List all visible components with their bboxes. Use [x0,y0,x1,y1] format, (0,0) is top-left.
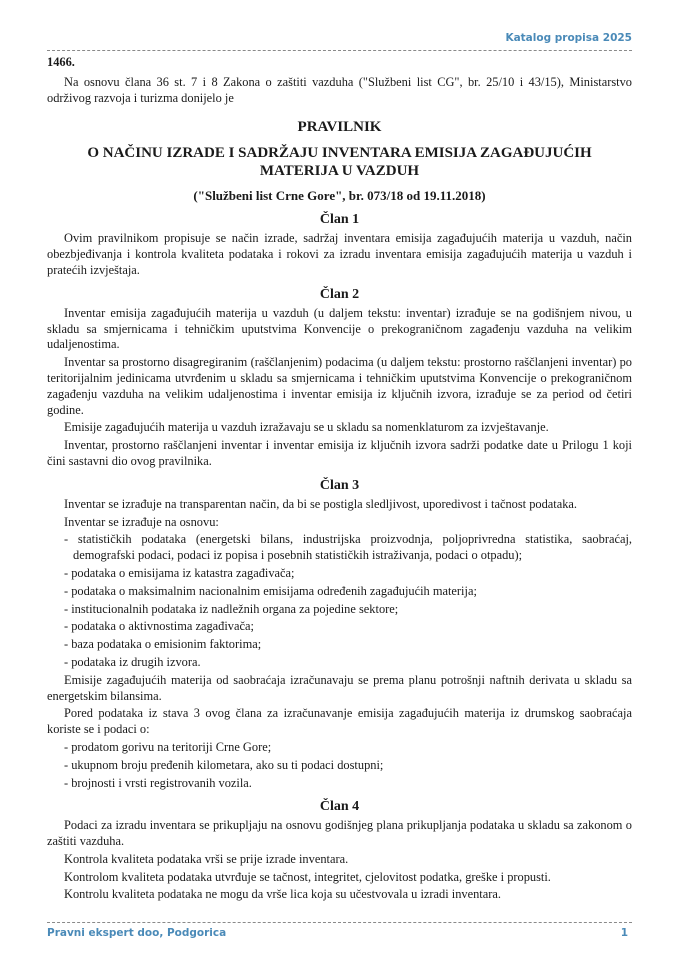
article-paragraph: Inventar emisija zagađujućih materija u vazduh (u daljem tekstu: inventar) izrađuje se na godišnjem nivou, u skladu sa smjernicama i tehničkim uputstvima Konvencije o prekograničnom zagađenju vazduha na velikim udaljenostima. [47,305,632,352]
gazette-reference: ("Službeni list Crne Gore", br. 073/18 od 19.11.2018) [193,188,486,204]
article-paragraph: Inventar se izrađuje na transparentan način, da bi se postigla sledljivost, uporedivost i tačnost podataka. [64,496,578,511]
article-paragraph: Kontrola kvaliteta podataka vrši se prije izrade inventara. [64,851,349,866]
article-paragraph: Podaci za izradu inventara se prikupljaju na osnovu godišnjeg plana prikupljanja podataka u skladu sa zakonom o zaštiti vazduha. [47,818,632,849]
footer-divider [47,921,632,923]
list-item: - podataka o emisijama iz katastra zagađivača; [64,565,295,580]
list-item: - statističkih podataka (energetski bilans, industrijska proizvodnja, poljoprivredna statistika, saobraćaj, demografski podaci, podaci iz popisa i posebnih statističkih istraživanja, podaci o otpadu); [64,532,632,563]
list-item: - podataka o aktivnostima zagađivača; [64,619,254,634]
preamble: Na osnovu člana 36 st. 7 i 8 Zakona o zaštiti vazduha ("Službeni list CG", br. 25/10 i 43/15), Ministarstvo održivog razvoja i turizma donijelo je [47,74,632,105]
page-header [47,30,632,51]
article-paragraph: Kontrolom kvaliteta podataka utvrđuje se tačnost, integritet, cjelovitost podatka, greške i propusti. [64,869,551,884]
list-item: - baza podataka o emisionim faktorima; [64,637,262,652]
document-subtitle: O NAČINU IZRADE I SADRŽAJU INVENTARA EMISIJA ZAGAĐUJUĆIH MATERIJA U VAZDUH [87,145,592,180]
list-item: - prodatom gorivu na teritoriji Crne Gore; [64,739,272,754]
document-title: PRAVILNIK [297,119,382,136]
article-paragraph: Inventar sa prostorno disagregiranim (raščlanjenim) podacima (u daljem tekstu: prostorno raščlanjeni inventar) po teritorijalnim jedinicama utvrđenim u skladu sa smjernicama i tehničkim uputstvima Konvencije o prekograničnom zagađenju vazduha na velikim udaljenostima i inventar emisija iz ključnih izvora, izrađuje se za period od četiri godine. [47,355,632,417]
article-heading: Član 2 [319,286,360,302]
article-heading: Član 3 [319,477,360,493]
list-item: - brojnosti i vrsti registrovanih vozila. [64,775,252,790]
page-footer [47,926,632,940]
list-item: - institucionalnih podataka iz nadležnih organa za pojedine sektore; [64,601,399,616]
page-number: 1 [620,927,628,939]
footer-spacer [47,905,632,921]
article-heading: Član 4 [319,799,360,815]
article-paragraph: Inventar, prostorno raščlanjeni inventar i inventar emisija iz ključnih izvora sadrži podatke date u Prilogu 1 koji čini sastavni dio ovog pravilnika. [47,438,632,468]
regulation-number: 1466. [47,55,75,69]
article-paragraph: Kontrolu kvaliteta podataka ne mogu da vrše lica koja su učestvovala u izradi inventara. [64,887,501,902]
catalog-title: Katalog propisa 2025 [505,32,632,44]
list-item: - podataka o maksimalnim nacionalnim emisijama određenih zagađujućih materija; [64,583,477,598]
article-paragraph: Emisije zagađujućih materija u vazduh izražavaju se u skladu sa nomenklaturom za izvještavanje. [64,420,549,435]
list-item: - ukupnom broju pređenih kilometara, ako su ti podaci dostupni; [64,757,384,772]
article-paragraph: Ovim pravilnikom propisuje se način izrade, sadržaj inventara emisija zagađujućih materija u vazduh, način obezbjeđivanja i kontrola kvaliteta podataka i rokovi za izradu inventara emisija zagađujućih materija u vazduh i pratećih izvještaja. [47,231,632,277]
list-item: - podataka iz drugih izvora. [64,654,201,669]
document-body [47,55,632,905]
article-heading: Član 1 [319,212,360,228]
article-paragraph: Pored podataka iz stava 3 ovog člana za izračunavanje emisija zagađujućih materija iz drumskog saobraćaja koriste se i podaci o: [47,706,632,737]
publisher: Pravni ekspert doo, Podgorica [47,927,227,939]
article-paragraph: Inventar se izrađuje na osnovu: [64,514,219,529]
article-paragraph: Emisije zagađujućih materija od saobraćaja izračunavaju se prema planu potrošnji naftnih derivata u skladu sa energetskim bilansima. [47,672,632,703]
